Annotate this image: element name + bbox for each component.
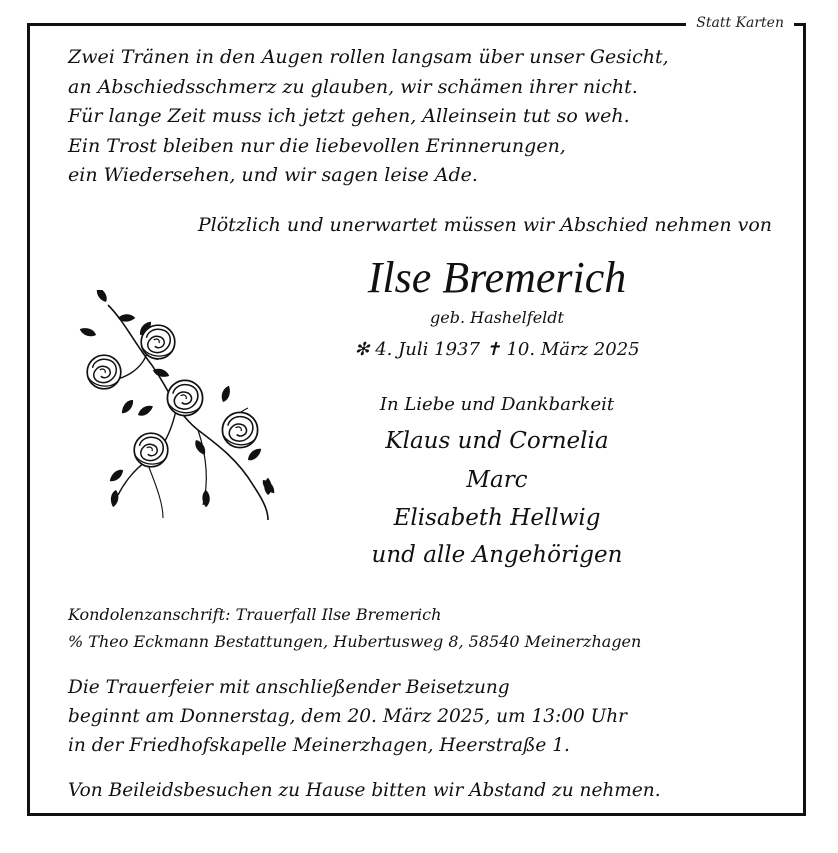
life-dates: ✻ 4. Juli 1937 ✝ 10. März 2025 — [354, 339, 640, 360]
closing-text: In Liebe und Dankbarkeit — [379, 394, 615, 415]
poem-line: an Abschiedsschmerz zu glauben, wir schämen ihrer nicht. — [68, 75, 638, 98]
family-member: und alle Angehörigen — [371, 542, 623, 568]
condolence-line: % Theo Eckmann Bestattungen, Hubertusweg 8, 58540 Meinerzhagen — [68, 632, 642, 651]
funeral-line: Die Trauerfeier mit anschließender Beisetzung — [68, 677, 510, 698]
family-member: Elisabeth Hellwig — [393, 505, 601, 531]
rose-branch-icon — [78, 290, 293, 522]
birth-name: geb. Hashelfeldt — [430, 308, 564, 327]
notice-label: Statt Karten — [686, 14, 794, 32]
poem-line: ein Wiedersehen, und wir sagen leise Ade. — [68, 164, 478, 186]
funeral-line: in der Friedhofskapelle Meinerzhagen, Heerstraße 1. — [68, 735, 570, 756]
poem-line: Ein Trost bleiben nur die liebevollen Erinnerungen, — [68, 134, 566, 157]
funeral-line: beginnt am Donnerstag, dem 20. März 2025, um 13:00 Uhr — [68, 706, 627, 727]
family-member: Klaus und Cornelia — [385, 428, 609, 454]
condolence-line: Kondolenzanschrift: Trauerfall Ilse Bremerich — [68, 605, 442, 624]
visits-note: Von Beileidsbesuchen zu Hause bitten wir Abstand zu nehmen. — [68, 780, 661, 801]
funeral-info — [68, 673, 627, 760]
family-member: Marc — [466, 467, 528, 493]
deceased-name: Ilse Bremerich — [367, 253, 627, 302]
poem-line: Zwei Tränen in den Augen rollen langsam über unser Gesicht, — [68, 46, 669, 68]
condolence-address — [68, 601, 641, 655]
intro-text: Plötzlich und unerwartet müssen wir Abschied nehmen von — [197, 214, 772, 236]
poem-line: Für lange Zeit muss ich jetzt gehen, Alleinsein tut so weh. — [68, 105, 630, 127]
poem — [68, 43, 688, 191]
